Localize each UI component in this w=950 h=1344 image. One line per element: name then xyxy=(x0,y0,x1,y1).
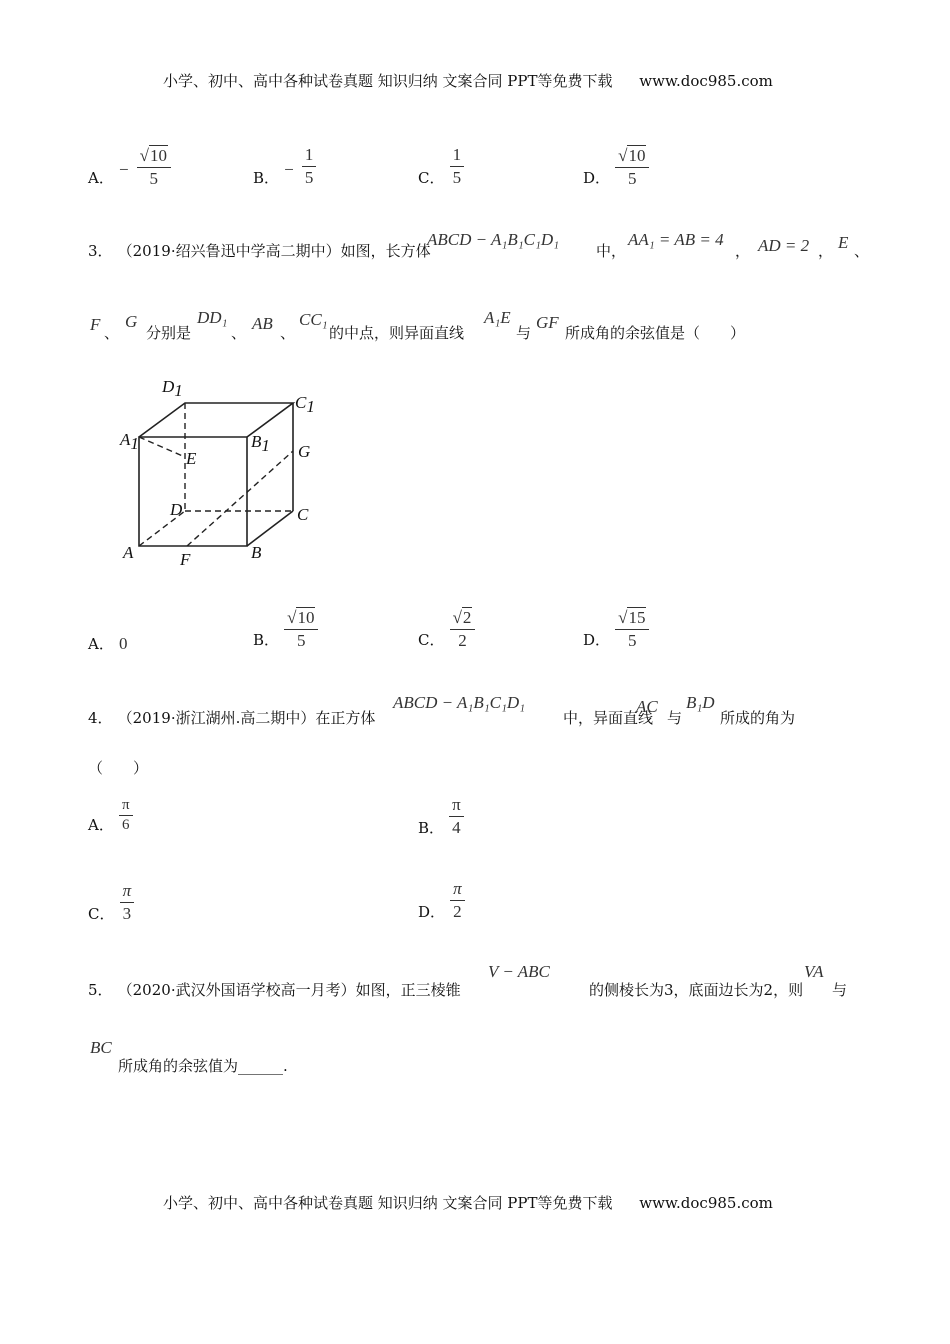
q2-option-b[interactable] xyxy=(253,145,316,187)
q3-option-d[interactable] xyxy=(583,607,649,650)
q4-option-d[interactable] xyxy=(418,879,465,921)
q4-line-ac: AC xyxy=(636,697,658,716)
question-number: 3． xyxy=(88,242,113,260)
radicand: 10 xyxy=(297,608,315,627)
page-header xyxy=(163,70,773,91)
label-c: C xyxy=(297,505,309,524)
q3-line-gf: GF xyxy=(536,313,559,332)
q3-cuboid-figure xyxy=(115,375,345,575)
q5-text2: 的侧棱长为3，底面边长为2，则 xyxy=(589,981,804,999)
numerator: 1 xyxy=(450,145,465,167)
numerator: π xyxy=(120,881,135,903)
denominator: 5 xyxy=(628,630,637,650)
denominator: 3 xyxy=(122,903,132,923)
radicand: 10 xyxy=(628,146,646,165)
fraction xyxy=(450,879,465,921)
fraction xyxy=(450,145,465,187)
q3-cond2: AD = 2 xyxy=(758,236,810,255)
q3-seg-ab: AB xyxy=(252,314,273,333)
label-d: D xyxy=(170,500,183,519)
option-label: A． xyxy=(88,816,114,835)
label-d1: D1 xyxy=(162,377,183,400)
option-label: C． xyxy=(418,168,445,187)
label-e: E xyxy=(186,449,197,468)
q5-yu: 与 xyxy=(832,981,848,999)
q4-line1 xyxy=(88,707,375,728)
footer-site: www.doc985.com xyxy=(639,1194,773,1212)
q3-yu: 与 xyxy=(516,324,532,342)
q3-comma1: ， xyxy=(735,242,751,260)
q3-line1 xyxy=(88,240,431,261)
fraction xyxy=(119,797,133,835)
q3-cond1: AA₁ = AB = 4 xyxy=(628,230,724,249)
option-label: B． xyxy=(253,631,280,650)
fraction: √ 10 5 xyxy=(284,607,318,650)
denominator: 2 xyxy=(458,630,467,650)
fraction: √ 2 2 xyxy=(450,607,476,650)
label-g: G xyxy=(298,442,311,461)
q2-option-c[interactable] xyxy=(418,145,464,187)
fraction: √ 10 5 xyxy=(615,145,649,188)
q3-dun-2: 、 xyxy=(104,324,120,342)
option-label: D． xyxy=(583,169,611,188)
question-number: 5． xyxy=(88,981,113,999)
radicand: 15 xyxy=(628,608,646,627)
question-source: （2019·绍兴鲁迅中学高二期中）如图，长方体 xyxy=(117,242,431,260)
denominator: 5 xyxy=(628,168,637,188)
q4-option-b[interactable] xyxy=(418,795,464,837)
page-footer xyxy=(163,1192,773,1213)
numerator: π xyxy=(450,879,465,901)
q3-point-g: G xyxy=(125,312,138,331)
minus-sign: − xyxy=(284,159,294,179)
denominator: 2 xyxy=(453,901,462,921)
q5-solid: V − ABC xyxy=(488,962,550,981)
q4-text2: 中，异面直线 xyxy=(563,709,654,727)
q3-mid: 中， xyxy=(596,242,627,260)
fraction: √ 10 5 xyxy=(137,145,171,188)
radicand: 2 xyxy=(462,608,472,627)
q4-paren: （ ） xyxy=(88,759,149,777)
denominator: 5 xyxy=(297,630,306,650)
q4-line-b1d: B₁D xyxy=(686,693,715,712)
denominator: 6 xyxy=(121,817,130,834)
q3-dun-3: 、 xyxy=(231,324,247,342)
q3-dun: 、 xyxy=(854,242,870,260)
q4-solid: ABCD − A₁B₁C₁D₁ xyxy=(393,693,526,712)
fraction xyxy=(120,881,135,923)
question-source: （2020·武汉外国语学校高一月考）如图，正三棱锥 xyxy=(117,981,461,999)
fraction xyxy=(302,145,317,187)
q3-seg-cc1: CC₁ xyxy=(299,310,328,329)
label-a1: A1 xyxy=(120,430,139,453)
denominator: 5 xyxy=(452,167,462,187)
option-label: C． xyxy=(88,904,115,923)
q3-comma2: ， xyxy=(818,242,834,260)
header-site: www.doc985.com xyxy=(639,72,773,90)
radicand: 10 xyxy=(149,146,167,165)
option-label: A． xyxy=(88,169,114,188)
option-value: 0 xyxy=(118,634,128,653)
denominator: 5 xyxy=(304,167,314,187)
question-number: 4． xyxy=(88,709,113,727)
denominator: 5 xyxy=(149,168,159,188)
option-label: B． xyxy=(418,818,445,837)
q5-line1 xyxy=(88,979,461,1000)
q3-seg-dd1: DD₁ xyxy=(197,308,228,327)
q4-option-c[interactable] xyxy=(88,881,134,923)
q3-point-e: E xyxy=(838,233,849,252)
q3-option-c[interactable] xyxy=(418,607,475,650)
fraction xyxy=(449,795,464,837)
option-label: B． xyxy=(253,168,280,187)
option-label: D． xyxy=(583,631,611,650)
q3-solid: ABCD − A₁B₁C₁D₁ xyxy=(427,230,560,249)
label-a: A xyxy=(123,543,134,562)
q4-yu: 与 xyxy=(667,709,683,727)
label-c1: C1 xyxy=(295,393,315,416)
q2-option-d[interactable] xyxy=(583,145,649,188)
q3-line2-text2: 的中点，则异面直线 xyxy=(329,324,465,342)
q5-line-bc: BC xyxy=(90,1038,112,1057)
label-b1: B1 xyxy=(251,432,270,455)
q2-option-a[interactable] xyxy=(88,145,171,188)
numerator: 1 xyxy=(302,145,317,167)
q5-text3: 所成角的余弦值为______. xyxy=(118,1057,288,1075)
q3-dun-4: 、 xyxy=(280,324,296,342)
header-text: 小学、初中、高中各种试卷真题 知识归纳 文案合同 PPT等免费下载 xyxy=(163,72,613,90)
q3-option-a[interactable] xyxy=(88,633,127,654)
denominator: 4 xyxy=(452,817,461,837)
option-label: C． xyxy=(418,631,445,650)
q3-line2-text3: 所成角的余弦值是（ ） xyxy=(565,324,746,342)
option-label: D． xyxy=(418,902,446,921)
q4-text3: 所成的角为 xyxy=(720,709,796,727)
minus-sign: − xyxy=(118,160,129,180)
q3-point-f: F xyxy=(90,315,101,334)
option-label: A． xyxy=(88,635,114,653)
q3-option-b[interactable] xyxy=(253,607,318,650)
label-b: B xyxy=(251,543,262,562)
label-f: F xyxy=(180,550,191,569)
numerator: π xyxy=(449,795,464,817)
footer-text: 小学、初中、高中各种试卷真题 知识归纳 文案合同 PPT等免费下载 xyxy=(163,1194,613,1212)
q5-line-va: VA xyxy=(804,962,824,981)
fraction: √ 15 5 xyxy=(615,607,649,650)
q3-line2-text1: 分别是 xyxy=(146,324,192,342)
q4-option-a[interactable] xyxy=(88,797,133,835)
q3-line-a1e: A₁E xyxy=(484,308,511,327)
question-source: （2019·浙江湖州.高二期中）在正方体 xyxy=(117,709,376,727)
numerator: π xyxy=(119,797,133,816)
